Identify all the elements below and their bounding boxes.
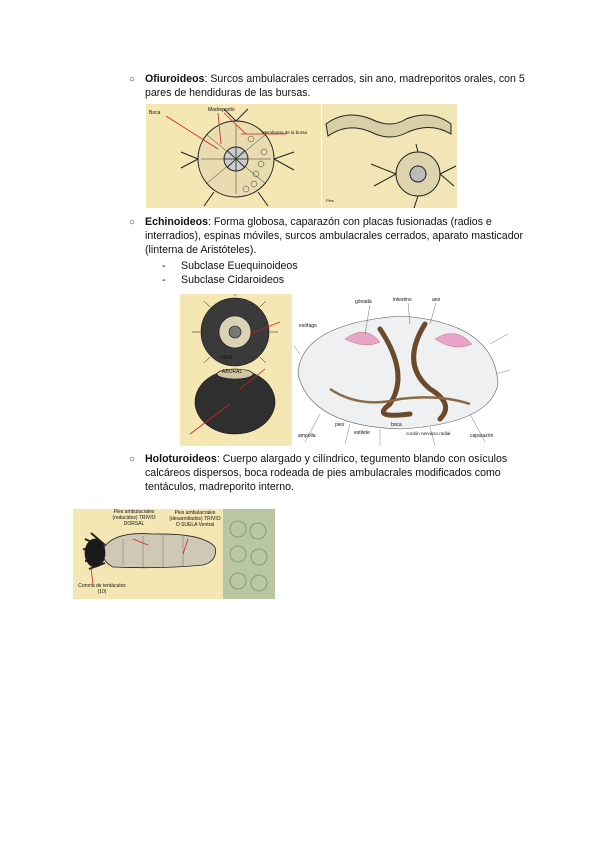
figure-ofiuroideos: [146, 104, 457, 208]
label-cordon: cordón nervioso radial: [406, 431, 451, 436]
label-gonada: gónada: [355, 299, 372, 305]
description-echinoideos: : Forma globosa, caparazón con placas fusionadas (radios e interradios), espinas móviles, surcos ambulacrales cerrados, aparato masticador (linterna de Aristóteles).: [145, 216, 524, 256]
label-corona: Corona de tentáculos (10): [78, 583, 126, 595]
dash-2: -: [162, 274, 166, 286]
label-aboral: ABORAL: [222, 369, 243, 375]
label-oral: ORAL: [220, 355, 234, 361]
label-esofago: esófago: [299, 323, 317, 329]
label-boca-urchin: boca: [391, 422, 402, 428]
term-echinoideos: Echinoideos: [145, 216, 208, 228]
label-caparazon: caparazón: [470, 433, 494, 439]
label-pies-ventral: Pies ambulacrales (desarrollados) TRIVIO O SUELA Ventral: [169, 510, 221, 528]
bullet-echinoideos: ○: [129, 217, 136, 228]
paragraph-holoturoideos: [145, 452, 530, 494]
subclass-cidaroideos: Subclase Cidaroideos: [181, 274, 285, 286]
bullet-holoturoideos: ○: [129, 454, 136, 465]
label-pies-urchin: pies: [335, 422, 345, 428]
bullet-ofiuroideos: ○: [129, 74, 136, 85]
figure-echinoideos: [180, 294, 510, 446]
label-madreporito: Madreporito: [208, 107, 235, 113]
subclass-euequinoideos: Subclase Euequinoideos: [181, 260, 298, 272]
dash-1: -: [162, 260, 166, 272]
label-estilete: estilete: [354, 430, 370, 436]
term-holoturoideos: Holoturoideos: [145, 453, 217, 465]
label-ano: ano: [432, 297, 441, 303]
label-intestino: intestino: [393, 297, 412, 303]
description-holoturoideos: : Cuerpo alargado y cilíndrico, tegumento blando con osículos calcáreos dispersos, boca rodeada de pies ambulacrales modificados como tentáculos, madreporito interno.: [145, 453, 508, 493]
description-ofiuroideos: : Surcos ambulacrales cerrados, sin ano, madreporitos orales, con 5 pares de hendiduras de las bursas.: [145, 73, 525, 99]
label-ampolla: ampolla: [298, 433, 316, 439]
term-ofiuroideos: Ofiuroideos: [145, 73, 205, 85]
figure-holoturoideos: [73, 509, 275, 599]
label-boca: Boca: [149, 110, 161, 116]
label-membrana: Membrana de la bursa: [262, 130, 308, 135]
paragraph-ofiuroideos: [145, 72, 530, 100]
label-pies: Pies: [326, 198, 334, 203]
paragraph-echinoideos: [145, 215, 530, 257]
label-pies-dorsal: Pies ambulacrales (reducidos) TRIVIO DORSAL: [112, 509, 156, 527]
